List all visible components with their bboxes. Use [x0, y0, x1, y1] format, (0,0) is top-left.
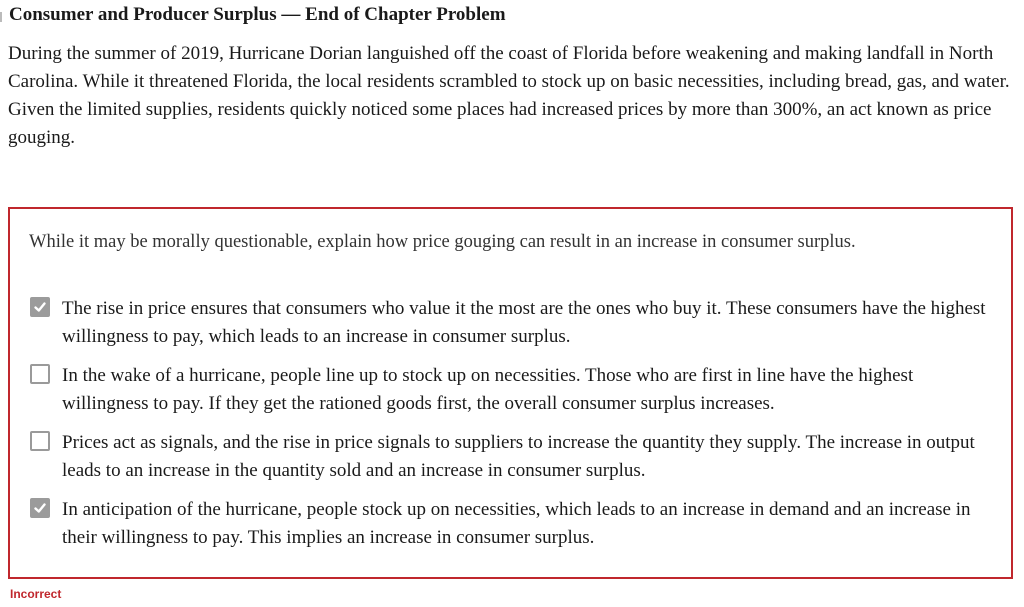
- choice-3-label: Prices act as signals, and the rise in price signals to suppliers to increase the quantity they supply. The increase in output leads to an increase in the quantity sold and an increase in consumer surplus.: [62, 432, 975, 481]
- left-edge-mark: [0, 12, 2, 22]
- page-title: Consumer and Producer Surplus — End of Chapter Problem: [9, 4, 506, 25]
- checkbox-unchecked-icon[interactable]: [30, 364, 50, 384]
- checkbox-checked-icon[interactable]: [30, 498, 50, 518]
- question-prompt: While it may be morally questionable, explain how price gouging can result in an increase in consumer surplus.: [29, 232, 856, 252]
- choice-2-label: In the wake of a hurricane, people line up to stock up on necessities. Those who are first in line have the highest willingness to pay. If they get the rationed goods first, the overall consumer surplus increases.: [62, 365, 914, 414]
- checkbox-checked-icon[interactable]: [30, 297, 50, 317]
- choice-1-label: The rise in price ensures that consumers who value it the most are the ones who buy it. These consumers have the highest willingness to pay, which leads to an increase in consumer surplus.: [62, 298, 986, 347]
- feedback-status: Incorrect: [10, 587, 62, 601]
- checkbox-unchecked-icon[interactable]: [30, 431, 50, 451]
- question-box: [8, 207, 1013, 579]
- choice-4-label: In anticipation of the hurricane, people stock up on necessities, which leads to an increase in demand and an increase in their willingness to pay. This implies an increase in consumer surplus.: [62, 499, 971, 548]
- problem-intro: During the summer of 2019, Hurricane Dorian languished off the coast of Florida before weakening and making landfall in North Carolina. While it threatened Florida, the local residents scrambled to stock up on basic necessities, including bread, gas, and water. Given the limited supplies, residents quickly noticed some places had increased prices by more than 300%, an act known as price gouging.: [8, 43, 1010, 148]
